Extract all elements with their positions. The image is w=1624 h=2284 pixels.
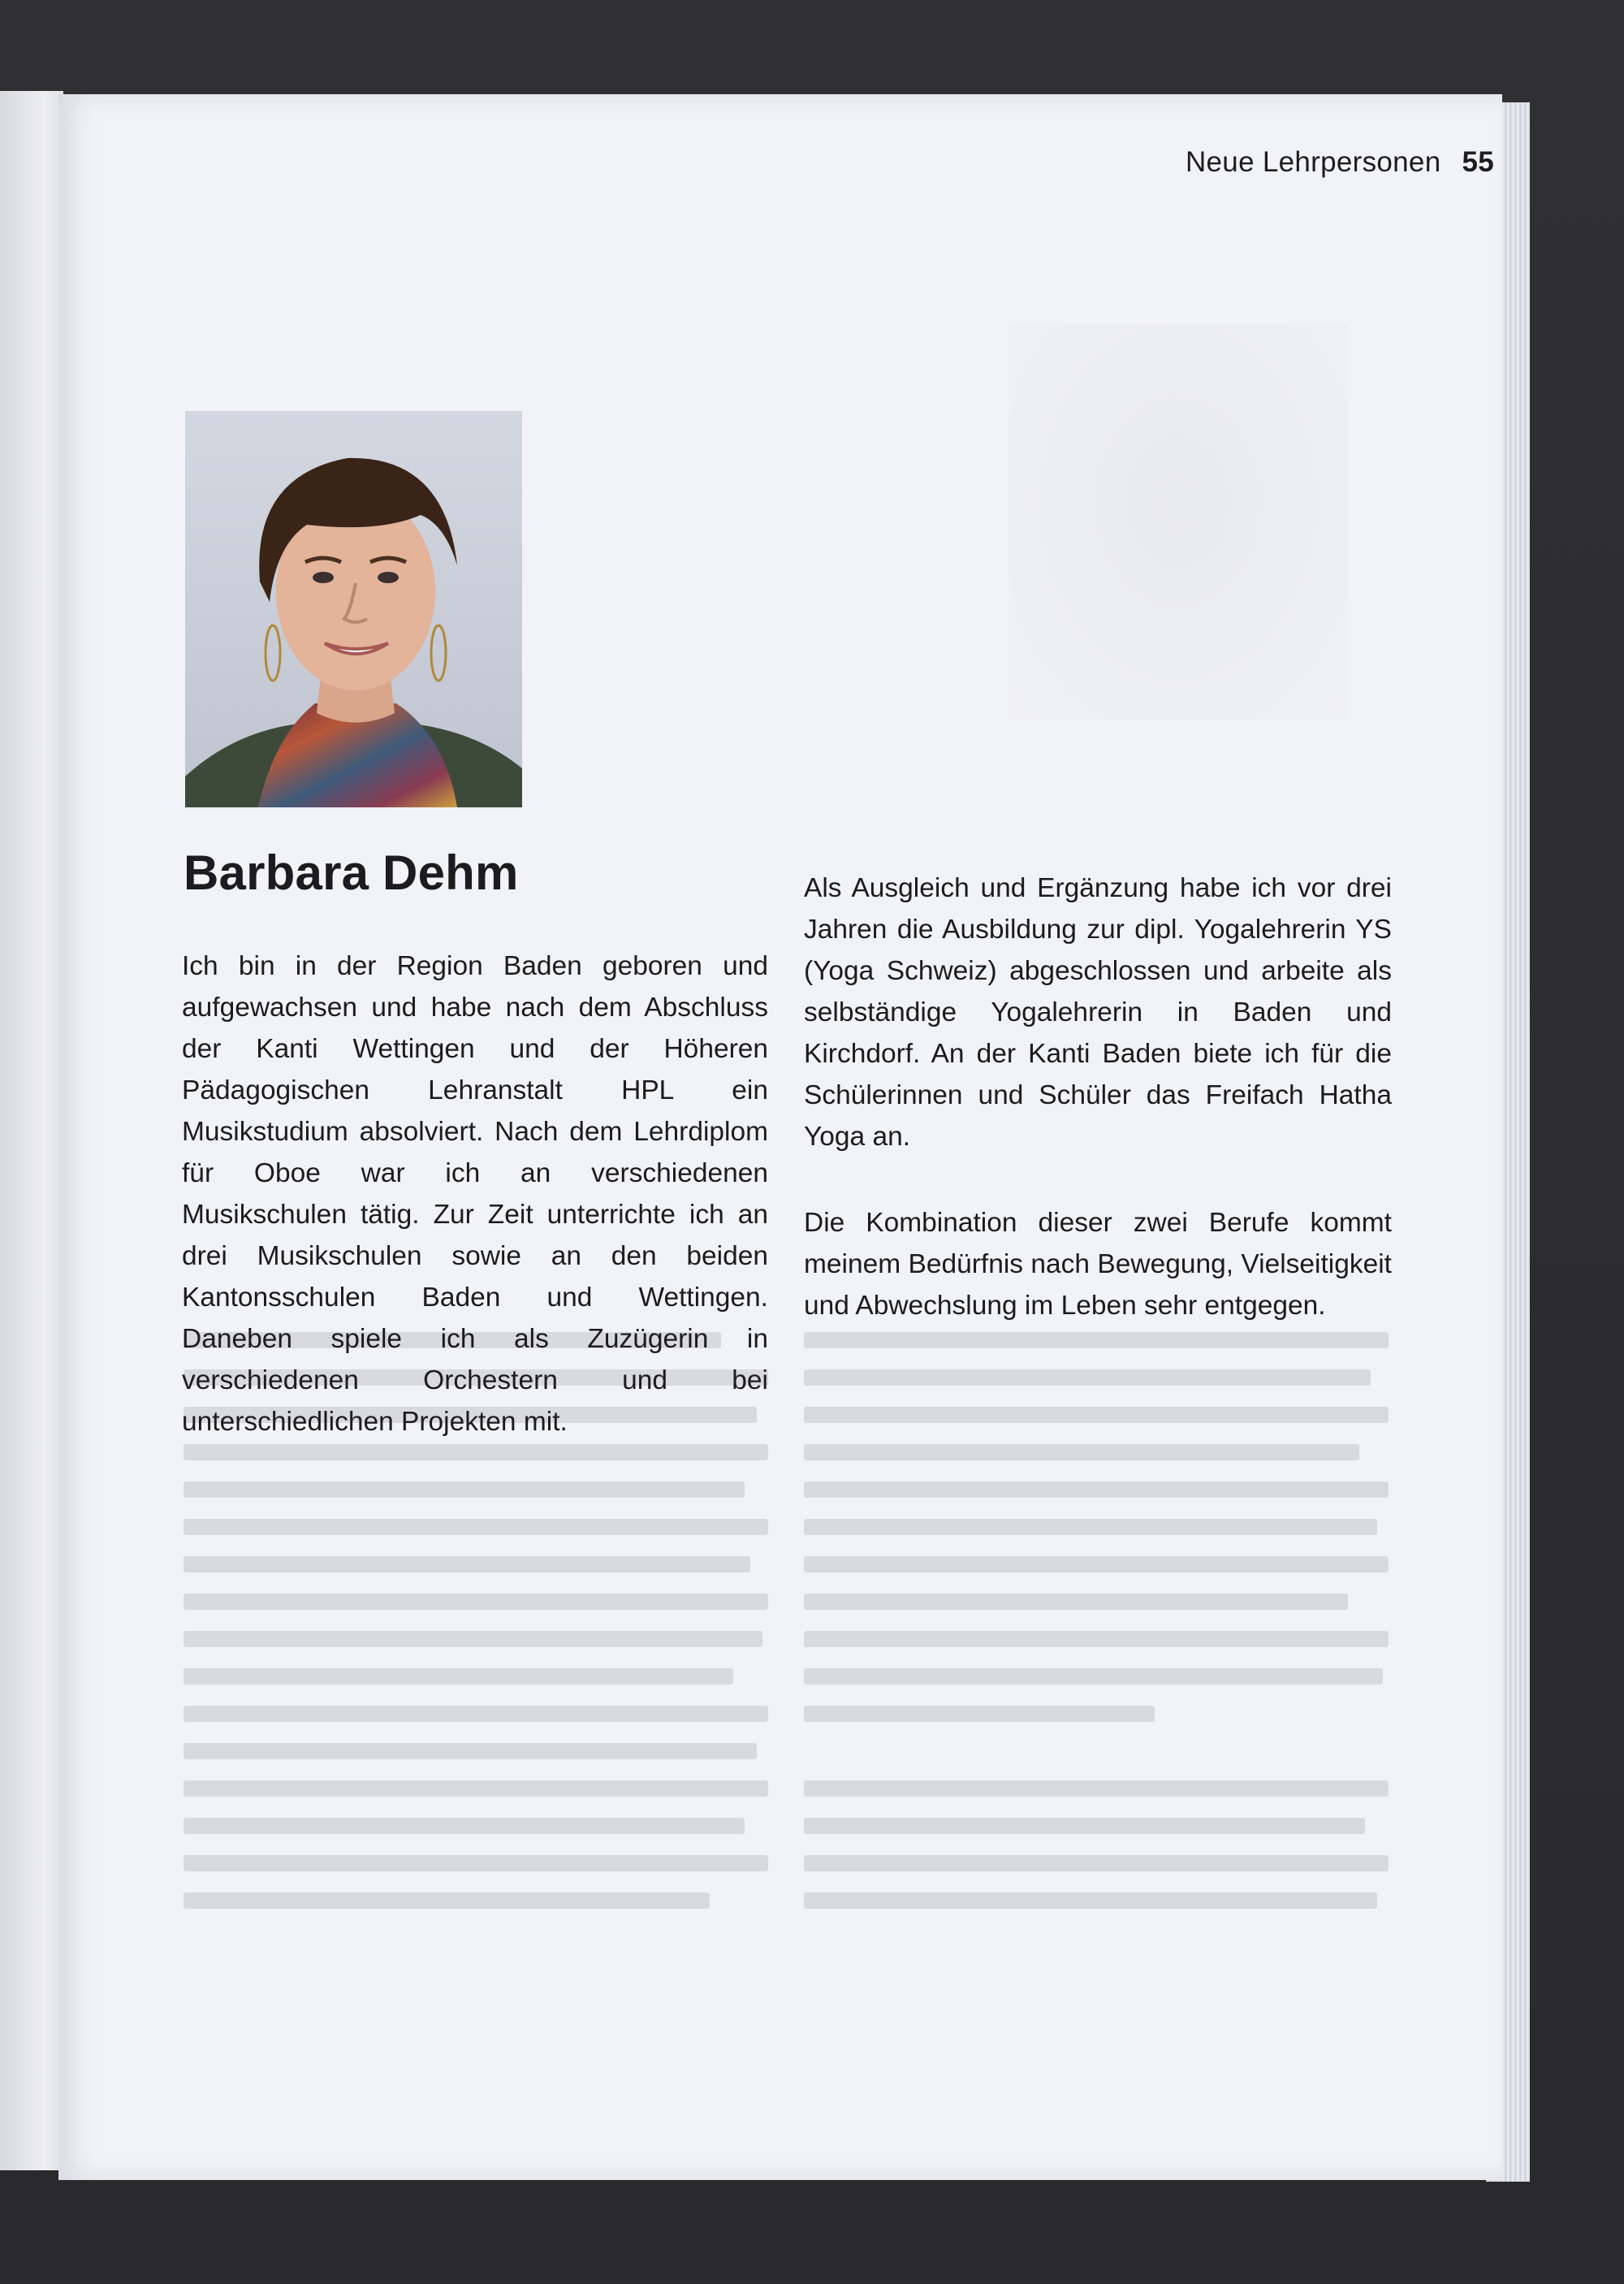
portrait-illustration [185,411,522,807]
section-title: Neue Lehrpersonen [1185,146,1441,178]
bio-paragraph-3: Die Kombination dieser zwei Berufe kommt meinem Bedürfnis nach Bewegung, Vielseitigkeit und Abwechslung im Leben sehr entgegen. [804,1208,1392,1321]
left-page-edge [0,91,63,2170]
portrait-photo [185,411,522,807]
page-number: 55 [1462,146,1494,178]
running-header [1186,146,1494,179]
bio-paragraph-2: Als Ausgleich und Ergänzung habe ich vor drei Jahren die Ausbildung zur dipl. Yogalehrerin YS (Yoga Schweiz) abgeschlossen und arbeite als selbständige Yogalehrerin in Baden und Kirchdorf. An der Kanti Baden biete ich für die Schülerinnen und Schüler das Freifach Hatha Yoga an. [804,873,1392,1152]
show-through-photo [1009,323,1348,720]
person-name-heading: Barbara Dehm [184,846,519,900]
show-through-text-right [804,1332,1389,1909]
bio-paragraph-1: Ich bin in der Region Baden geboren und aufgewachsen und habe nach dem Abschluss der Kanti Wettingen und der Höheren Pädagogischen Lehranstalt HPL ein Musikstudium absolviert. Nach dem Lehrdiplom für Oboe war ich an verschiedenen Musikschulen tätig. Zur Zeit unterrichte ich an drei Musikschulen sowie an den beiden Kantonsschulen Baden und Wettingen. Daneben spiele ich als Zuzügerin in verschiedenen Orchestern und bei unterschiedlichen Projekten mit. [182,951,768,1437]
